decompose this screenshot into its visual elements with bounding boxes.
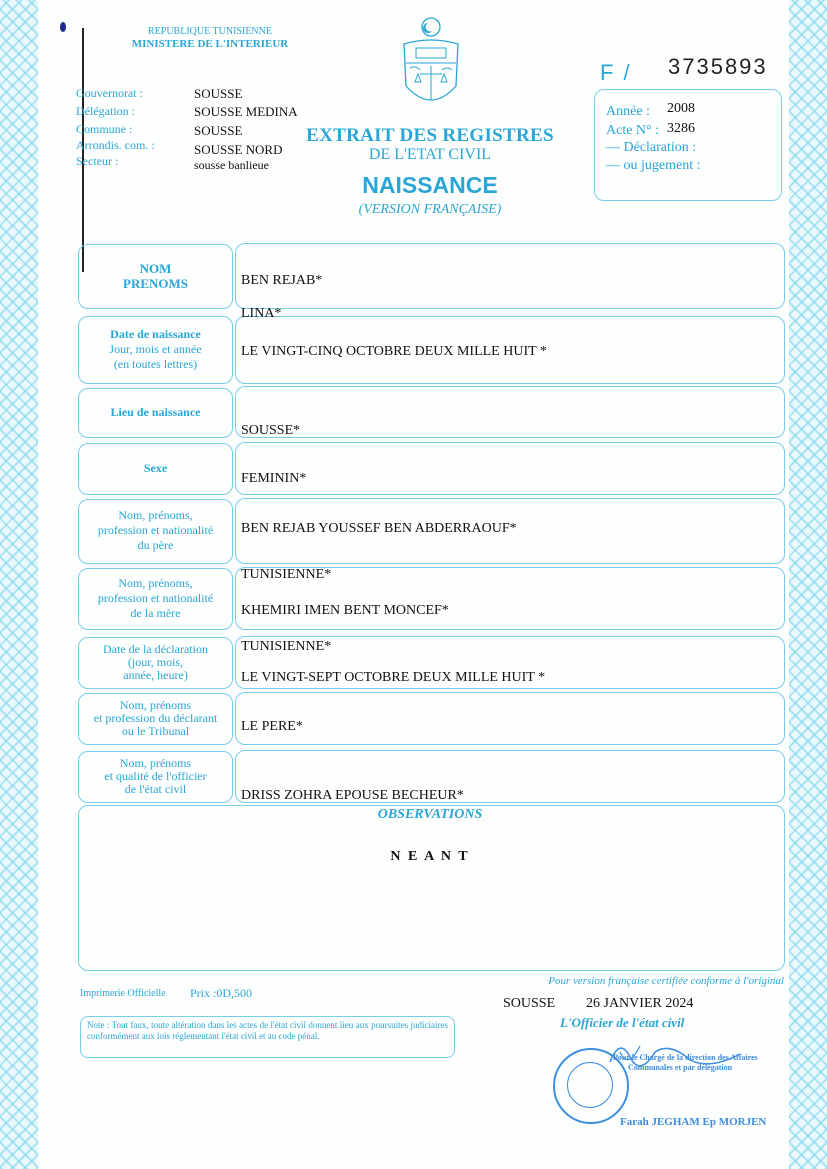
label-mere (80, 570, 231, 626)
jugement-label: — ou jugement : (606, 158, 701, 173)
label-nom (80, 246, 231, 305)
observations-box (78, 805, 785, 971)
officer-title: L'Officier de l'état civil (560, 1015, 685, 1030)
date-naissance-value: LE VINGT-CINQ OCTOBRE DEUX MILLE HUIT * (241, 344, 547, 359)
label-declaration-line2: (jour, mois, (127, 654, 184, 669)
label-date-naissance (80, 318, 231, 380)
issue-place: SOUSSE (503, 996, 556, 1011)
pere-value: BEN REJAB YOUSSEF BEN ABDERRAOUF* (241, 521, 517, 536)
label-pere-line3: du père (137, 538, 174, 552)
serial-prefix: F / (600, 60, 632, 85)
declaration-label: — Déclaration : (606, 140, 697, 155)
label-mere-line2: profession et nationalité (97, 590, 214, 605)
observations-label: OBSERVATIONS (377, 807, 483, 822)
delegation-value: SOUSSE MEDINA (194, 104, 298, 119)
label-sexe-line: Sexe (143, 460, 168, 475)
label-date-naissance-title: Date de naissance (110, 326, 201, 341)
label-declarant-line2: et profession du déclarant (93, 710, 218, 725)
label-declaration (80, 639, 231, 685)
label-pere-line1: Nom, prénoms, (118, 508, 193, 522)
sexe-value: FEMININ* (241, 471, 307, 486)
label-declarant-line3: ou le Tribunal (121, 723, 190, 738)
signature-name: Farah JEGHAM Ep MORJEN (620, 1116, 767, 1128)
mere-nationalite-value: TUNISIENNE* (241, 639, 332, 654)
label-pere-line2: profession et nationalité (97, 523, 214, 537)
governorate-value: SOUSSE (194, 86, 243, 101)
right-guilloche-border (789, 0, 827, 1169)
document-type: NAISSANCE (362, 172, 498, 198)
label-prenoms-line: PRENOMS (123, 275, 188, 291)
signature-line2: Communales et par délégation (628, 1063, 733, 1072)
delegation-label: Délégation : (76, 104, 135, 118)
acte-value: 3286 (667, 121, 695, 136)
label-officier-line3: de l'état civil (124, 781, 187, 796)
acte-label: Acte N° : (606, 123, 660, 138)
document-subtitle: DE L'ETAT CIVIL (368, 146, 492, 163)
observations-value: N E A N T (390, 849, 470, 864)
document-title: EXTRAIT DES REGISTRES (306, 125, 554, 146)
label-declaration-line3: année, heure) (123, 667, 188, 682)
imprimerie-label: Imprimerie Officielle (80, 988, 166, 999)
label-lieu-line: Lieu de naissance (110, 404, 201, 419)
secteur-value: sousse banlieue (194, 158, 269, 172)
label-mere-line1: Nom, prénoms, (118, 575, 193, 590)
date-declaration-value: LE VINGT-SEPT OCTOBRE DEUX MILLE HUIT * (241, 670, 546, 685)
value-box-declarant (235, 692, 785, 745)
ink-dot (60, 22, 66, 32)
label-lieu (80, 390, 231, 434)
declarant-value: LE PERE* (241, 719, 303, 734)
label-declaration-line1: Date de la déclaration (103, 641, 208, 656)
document-version: (VERSION FRANÇAISE) (358, 202, 502, 217)
label-declarant (80, 695, 231, 741)
label-officier-line2: et qualité de l'officier (104, 768, 207, 783)
label-declarant-line1: Nom, prénoms (119, 697, 192, 712)
tunisia-coat-of-arms (398, 16, 464, 116)
value-box-lieu (235, 386, 785, 438)
ministry-label: MINISTERE DE L'INTERIEUR (131, 38, 289, 50)
label-date-naissance-line2: Jour, mois et année (109, 341, 202, 356)
label-date-naissance-line3: (en toutes lettres) (113, 356, 198, 371)
arrondissement-label: Arrondis. com. : (76, 138, 155, 152)
pere-nationalite-value: TUNISIENNE* (241, 567, 332, 582)
officier-value: DRISS ZOHRA EPOUSE BECHEUR* (241, 788, 464, 803)
legal-note: Note : Tout faux, toute altération dans les actes de l'état civil donnent lieu aux poursuites judiciaires conformément aux lois réglementant l'état civil et au code pénal. (80, 1016, 455, 1058)
governorate-label: Gouvernorat : (76, 86, 143, 100)
value-box-sexe (235, 442, 785, 495)
label-nom-line: NOM (139, 260, 172, 276)
signature-line1: Pour le Chargé de la direction des Affaires (613, 1053, 758, 1062)
annee-value: 2008 (667, 101, 695, 116)
secteur-label: Secteur : (76, 154, 119, 168)
commune-label: Commune : (76, 122, 133, 136)
serial-number: 3735893 (668, 54, 768, 79)
lieu-value: SOUSSE* (241, 423, 301, 438)
nom-value: BEN REJAB* (241, 273, 323, 288)
left-guilloche-border (0, 0, 38, 1169)
label-pere (80, 501, 231, 560)
arrondissement-value: SOUSSE NORD (194, 142, 283, 157)
prenom-value: LINA* (241, 306, 282, 321)
label-officier-line1: Nom, prénoms (119, 755, 192, 770)
label-officier (80, 753, 231, 799)
commune-value: SOUSSE (194, 123, 243, 138)
certified-text: Pour version française certifiée conforme à l'original (548, 975, 784, 987)
record-box (594, 89, 782, 201)
prix-label: Prix :0D,500 (190, 986, 253, 1000)
label-sexe (80, 445, 231, 491)
issue-date: 26 JANVIER 2024 (586, 996, 694, 1011)
mere-value: KHEMIRI IMEN BENT MONCEF* (241, 603, 449, 618)
republic-label: REPUBLIQUE TUNISIENNE (148, 26, 272, 37)
location-block (76, 86, 316, 176)
label-mere-line3: de la mère (130, 605, 181, 620)
annee-label: Année : (606, 104, 650, 119)
